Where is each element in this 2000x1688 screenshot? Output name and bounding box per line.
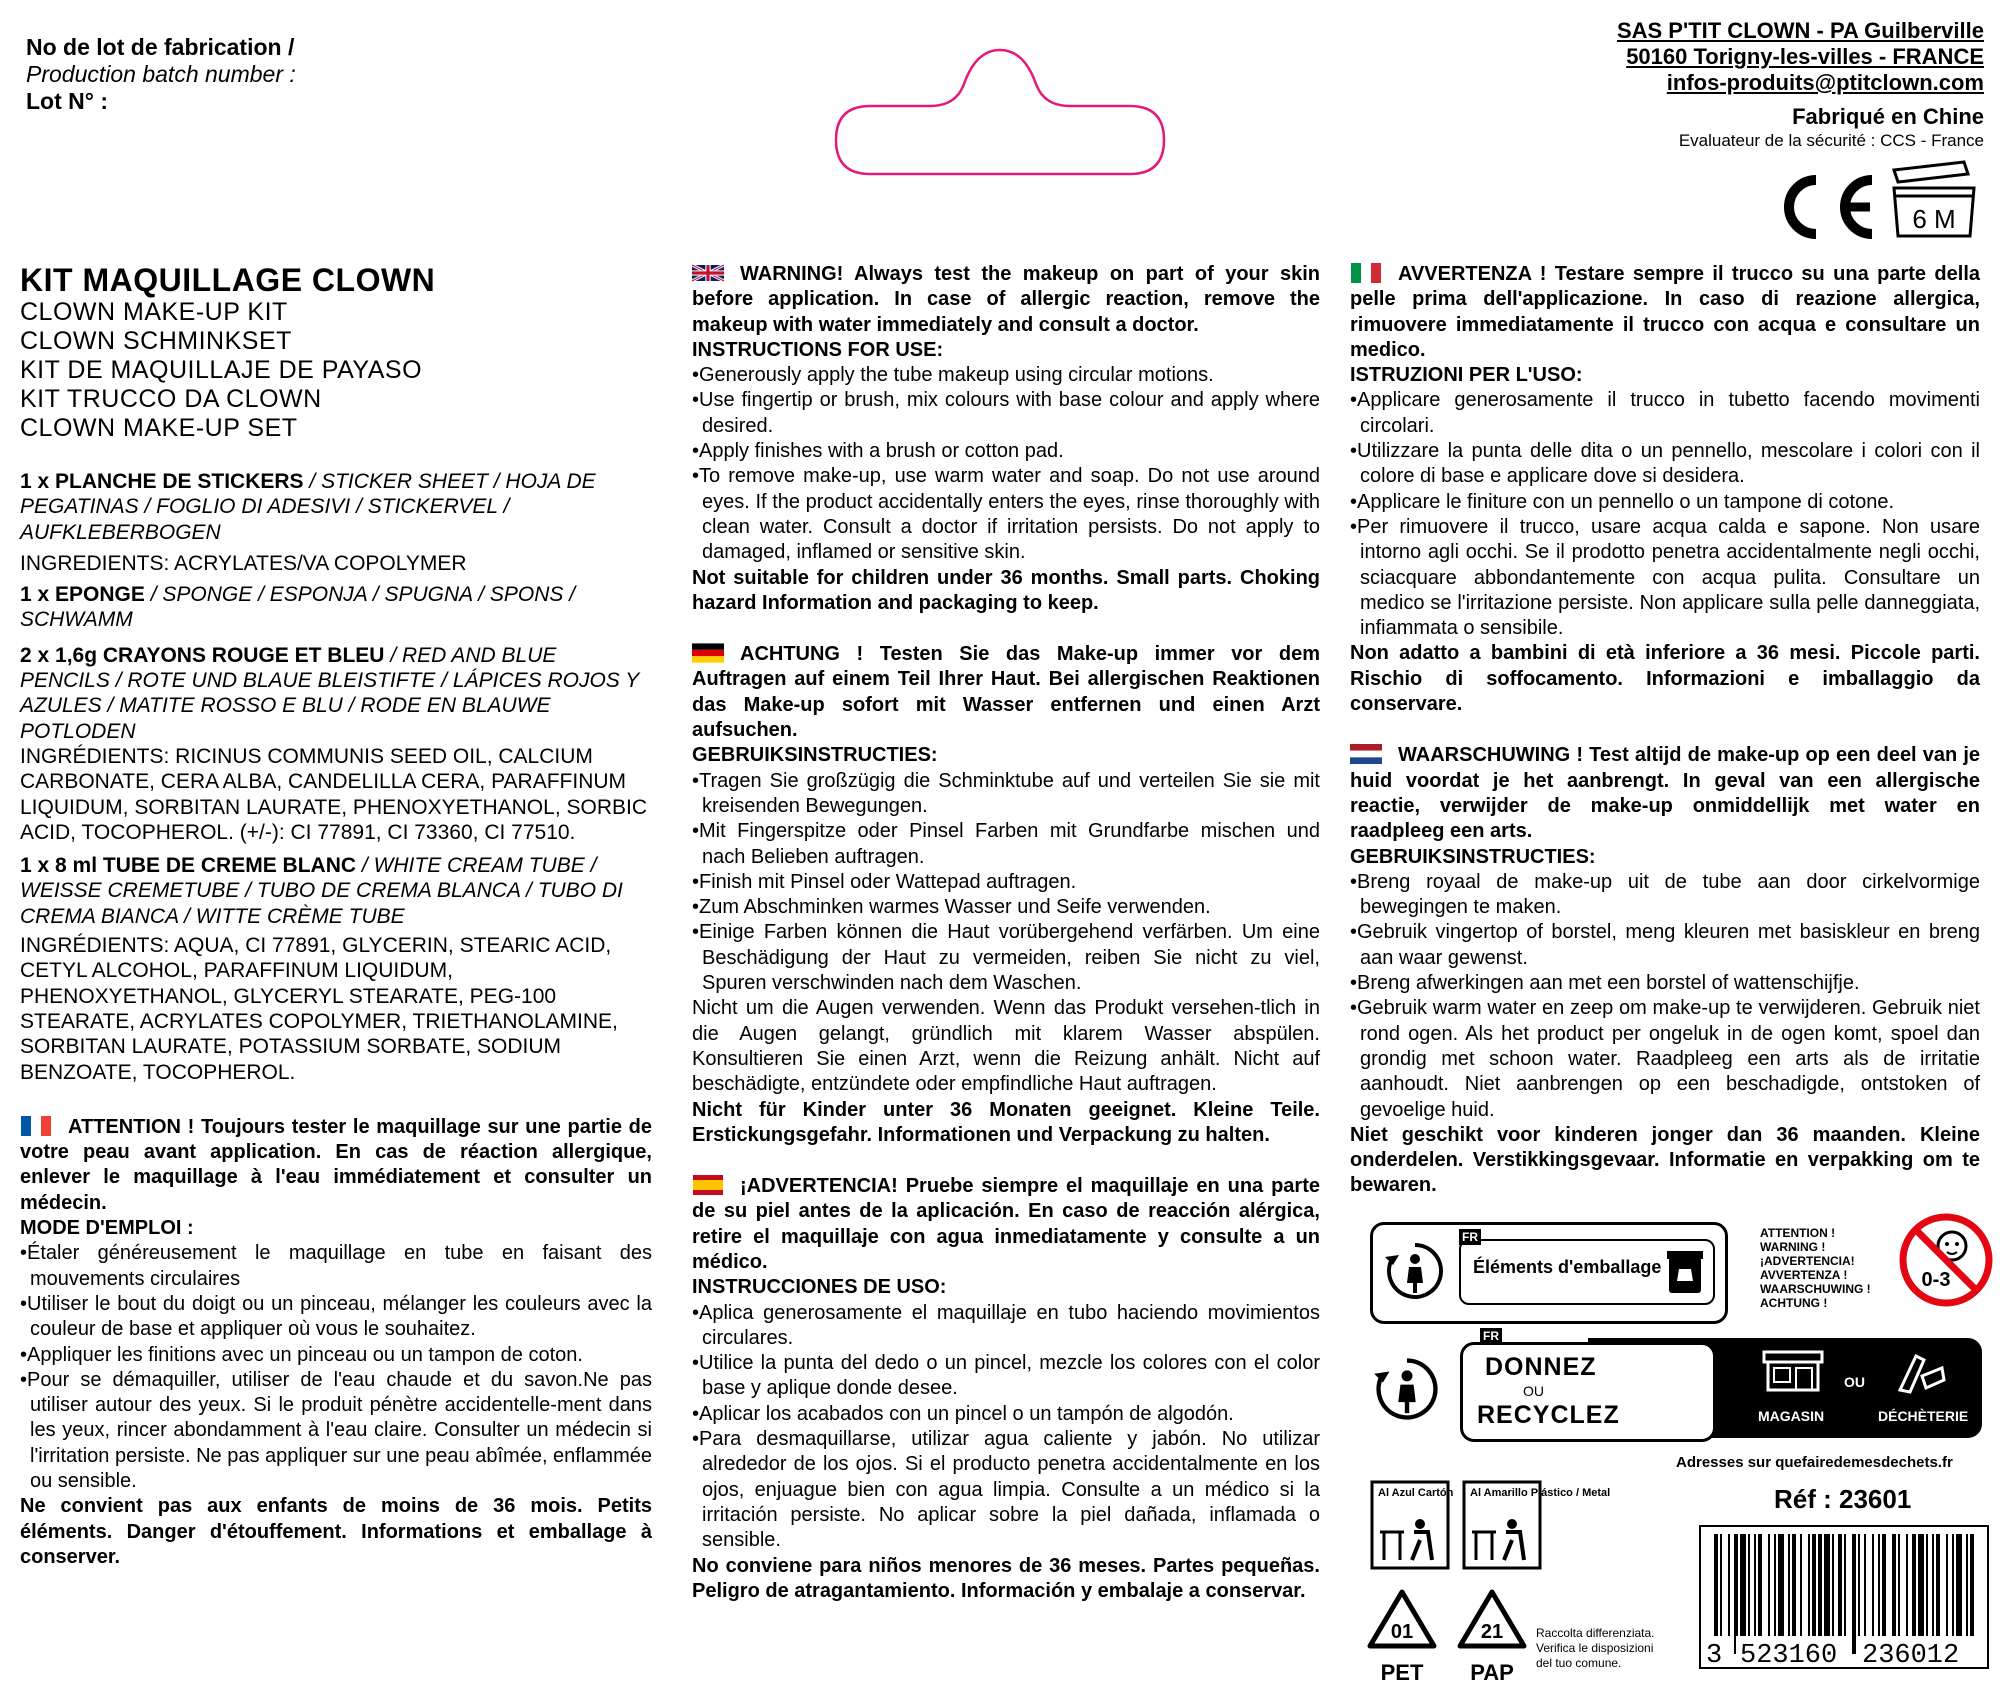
kit-names xyxy=(20,298,652,443)
hanger-cutout xyxy=(830,44,1170,176)
es-heading: INSTRUCCIONES DE USO: xyxy=(692,1276,947,1299)
store-icon xyxy=(1760,1350,1826,1392)
italy-flag-icon xyxy=(1350,263,1382,283)
code2: 21 xyxy=(1480,1621,1504,1643)
component-tube: 1 x 8 ml TUBE DE CREME BLANC / WHITE CREAM TUBE / WEISSE CREMETUBE / TUBO DE CREMA BLANCA / TUBO DI CREMA BIANCA / WITTE CRÈME TUBE xyxy=(20,854,623,928)
barcode-bar xyxy=(1852,1534,1856,1654)
bin2-icon xyxy=(1472,1519,1524,1560)
de-block xyxy=(692,642,1320,1148)
de-bullet: •Finish mit Pinsel oder Wattepad auftragen. xyxy=(692,870,1077,893)
component-stickers: 1 x PLANCHE DE STICKERS / STICKER SHEET / HOJA DE PEGATINAS / FOGLIO DI ADESIVI / STICKERVEL / AUFKLEBERBOGEN xyxy=(20,470,596,544)
nl-footer: Niet geschikt voor kinderen jonger dan 36 maanden. Kleine onderdelen. Verstikkingsgevaar. Informatie en verpakking om te bewaren. xyxy=(1350,1123,1980,1197)
pencils-ingredients: INGRÉDIENTS: RICINUS COMMUNIS SEED OIL, CALCIUM CARBONATE, CERA ALBA, CANDELILLA CERA, PARAFFINUM LIQUIDUM, SORBITAN LAURATE, PHENOXYETHANOL, SORBIC ACID, TOCOPHEROL. (+/-): CI 77891, CI 73360, CI 77510. xyxy=(20,744,647,844)
component-sponge: 1 x EPONGE / SPONGE / ESPONJA / SPUGNA / SPONS / SCHWAMM xyxy=(20,583,576,632)
bin2-label: Al Amarillo Plástico / Metal xyxy=(1470,1487,1611,1499)
barcode xyxy=(1700,1526,1988,1671)
company-email: infos-produits@ptitclown.com xyxy=(1666,70,1984,95)
fr-bullet: •Appliquer les finitions avec un pinceau ou un tampon de coton. xyxy=(20,1343,583,1366)
fr-tag-2: FR xyxy=(1480,1328,1502,1344)
kit-name-es: KIT DE MAQUILLAJE DE PAYASO xyxy=(20,356,423,384)
middle-column xyxy=(692,262,1320,1604)
raccolta-note: Raccolta differenziata. Verifica le disposizioni del tuo comune. xyxy=(1536,1626,1655,1670)
de-warning: ACHTUNG ! Testen Sie das Make-up immer vor dem Auftragen auf einem Teil Ihrer Haut. Bei allergischen Reaktionen das Make-up sofort mit Wasser entfernen und einen Arzt aufsuchen. xyxy=(692,643,1320,742)
kit-title: KIT MAQUILLAGE CLOWN xyxy=(20,262,436,298)
code2-label: PAP xyxy=(1470,1660,1514,1685)
es-bullet: •Para desmaquillarse, utilizar agua caliente y jabón. No utilizar alrededor de los ojos. Si el producto penetra accidentalmente en los ojos, enjuague bien con agua limpia. Consulte a un médico si la irritación persiste. No aplicar sobre la piel dañada, inflamada o sensible. xyxy=(692,1428,1320,1552)
age-warning-list xyxy=(1760,1226,1871,1310)
it-bullet: •Applicare le finiture con un pennello o un tampone di cotone. xyxy=(1350,490,1895,513)
it-heading: ISTRUZIONI PER L'USO: xyxy=(1350,364,1583,387)
netherlands-flag-icon xyxy=(1350,744,1382,764)
option-magasin: MAGASIN xyxy=(1758,1408,1825,1424)
nl-bullet: •Breng royaal de make-up uit de tube aan door cirkelvormige bewegingen te maken. xyxy=(1350,870,1980,919)
fr-bullet: •Utiliser le bout du doigt ou un pinceau, mélanger les couleurs avec la couleur de base et appliquer où vous le souhaitez. xyxy=(20,1292,652,1341)
nl-heading: GEBRUIKSINSTRUCTIES: xyxy=(1350,845,1596,868)
kit-name-nl: CLOWN MAKE-UP SET xyxy=(20,414,298,442)
triman-icon xyxy=(1383,1239,1447,1303)
ce-mark-icon xyxy=(1768,172,1878,242)
safety-evaluator: Evaluateur de la sécurité : CCS - France xyxy=(1678,131,1984,150)
age-warning-de: ACHTUNG ! xyxy=(1760,1296,1828,1310)
en-bullet: •Generously apply the tube makeup using circular motions. xyxy=(692,364,1214,387)
it-bullet: •Applicare generosamente il trucco in tubetto facendo movimenti circolari. xyxy=(1350,389,1980,437)
age-warning-es: ¡ADVERTENCIA! xyxy=(1760,1254,1855,1268)
en-heading: INSTRUCTIONS FOR USE: xyxy=(692,338,944,361)
france-flag-icon xyxy=(20,1116,52,1136)
es-block xyxy=(692,1174,1320,1604)
component-pencils: 2 x 1,6g CRAYONS ROUGE ET BLEU / RED AND BLUE PENCILS / ROTE UND BLAUE BLEISTIFTE / LÁPICES ROJOS Y AZULES / MATITE ROSSO E BLU / RODE EN BLAUWE POTLODEN xyxy=(20,643,639,743)
de-footer: Nicht für Kinder unter 36 Monaten geeignet. Kleine Teile. Erstickungsgefahr. Informationen und Verpackung zu halten. xyxy=(692,1098,1320,1146)
company-name: SAS P'TIT CLOWN - PA Guilberville xyxy=(1616,18,1984,43)
nl-block xyxy=(1350,743,1980,1198)
ou-label: OU xyxy=(1844,1374,1865,1390)
de-bullet: •Mit Fingerspitze oder Pinsel Farben mit Grundfarbe mischen und nach Belieben auftragen. xyxy=(692,820,1320,868)
es-warning: ¡ADVERTENCIA! Pruebe siempre el maquillaje en una parte de su piel antes de la aplicación. En caso de reacción alérgica, retire el maquillaje con agua inmediatamente y consulte a un médico. xyxy=(692,1175,1320,1273)
es-bullet: •Aplicar los acabados con un pincel o un tampón de algodón. xyxy=(692,1402,1234,1425)
it-block xyxy=(1350,262,1980,717)
right-column xyxy=(1350,262,1980,1199)
uk-flag-icon xyxy=(692,263,724,283)
pet-recycle-icon xyxy=(1370,1592,1434,1685)
age-label: 0-3 xyxy=(1921,1269,1951,1291)
nl-warning: WAARSCHUWING ! Test altijd de make-up op een deel van je huid voordat je het aanbrengt. In geval van een allergische reactie, verwijder de make-up onmiddellijk met water en raadpleeg een arts. xyxy=(1350,744,1980,843)
germany-flag-icon xyxy=(692,643,724,663)
barcode-digit-first: 3 xyxy=(1706,1641,1723,1671)
es-bullet: •Aplica generosamente el maquillaje en tubo haciendo movimientos circulares. xyxy=(692,1301,1320,1349)
option-decheterie: DÉCHÈTERIE xyxy=(1878,1408,1969,1424)
kit-name-it: KIT TRUCCO DA CLOWN xyxy=(20,385,322,413)
age-warning-nl: WAARSCHUWING ! xyxy=(1760,1282,1871,1296)
fr-bullet: •Étaler généreusement le maquillage en tube en faisant des mouvements circulaires xyxy=(20,1242,652,1290)
made-in: Fabriqué en Chine xyxy=(1792,104,1984,129)
not-for-under-3-icon xyxy=(1898,1212,1994,1308)
code1: 01 xyxy=(1390,1621,1414,1643)
kit-name-en: CLOWN MAKE-UP KIT xyxy=(20,298,288,326)
company-address: 50160 Torigny-les-villes - FRANCE xyxy=(1626,44,1984,69)
de-bullet: •Zum Abschminken warmes Wasser und Seife verwenden. xyxy=(692,896,1211,919)
spanish-bins xyxy=(1370,1480,1611,1572)
batch-info xyxy=(26,34,296,115)
es-footer: No conviene para niños menores de 36 meses. Partes pequeñas. Peligro de atragantamiento. Información y embalaje a conservar. xyxy=(692,1554,1320,1602)
bin1-icon xyxy=(1380,1519,1432,1560)
elements-label: Éléments d'emballage xyxy=(1473,1257,1662,1277)
nl-bullet: •Gebruik vingertop of borstel, meng kleuren met basiskleur en breng aan waar gewenst. xyxy=(1350,921,1980,969)
de-bullet: •Einige Farben können die Haut vorübergehend verfärben. Um eine Beschädigung der Haut zu vermeiden, reiben Sie nicht zu viel, Spuren verschwinden nach dem Waschen. xyxy=(692,921,1320,995)
waste-center-icon xyxy=(1894,1346,1948,1396)
donnez-recyclez-box xyxy=(1372,1329,1984,1442)
barcode-digits-right: 236012 xyxy=(1862,1641,1960,1671)
fr-heading: MODE D'EMPLOI : xyxy=(20,1217,194,1240)
triman-icon-2 xyxy=(1372,1354,1442,1424)
bin1-label: Al Azul Cartón xyxy=(1378,1487,1454,1499)
en-footer: Not suitable for children under 36 months. Small parts. Choking hazard Information and packaging to keep. xyxy=(692,566,1320,614)
es-bullet: •Utilice la punta del dedo o un pincel, mezcle los colores con el color base y aplique donde desee. xyxy=(692,1352,1320,1400)
donnez-label: DONNEZ xyxy=(1485,1353,1597,1381)
spain-flag-icon xyxy=(692,1175,724,1195)
nl-bullet: •Gebruik warm water en zeep om make-up te verwijderen. Gebruik niet rond ogen. Als het product per ongeluk in de ogen komt, spoel dan grondig met schoon water. Raadpleeg een arts als de irritatie aanhoudt. Niet aanbrengen op een beschadigde, ontstoken of gevoelige huid. xyxy=(1350,997,1980,1121)
age-warning-en: WARNING ! xyxy=(1760,1240,1826,1254)
recyclez-label: RECYCLEZ xyxy=(1477,1401,1620,1429)
de-bullet: •Tragen Sie großzügig die Schminktube auf und verteilen Sie sie mit kreisenden Bewegungen. xyxy=(692,769,1320,817)
nl-bullet: •Breng afwerkingen aan met een borstel of wattenschijfje. xyxy=(1350,972,1860,995)
fr-tag: FR xyxy=(1459,1229,1481,1245)
left-column xyxy=(20,262,652,1570)
batch-line-en: Production batch number : xyxy=(26,61,296,87)
batch-line-fr: No de lot de fabrication / xyxy=(26,34,295,60)
en-warning: WARNING! Always test the makeup on part of your skin before application. In case of allergic reaction, remove the makeup with water immediately and consult a doctor. xyxy=(692,263,1320,336)
reference-number: Réf : 23601 xyxy=(1774,1484,1912,1514)
it-bullet: •Utilizzare la punta delle dita o un pennello, mescolare i colori con il colore di base e applicare dove si desidera. xyxy=(1350,440,1980,488)
kit-name-de: CLOWN SCHMINKSET xyxy=(20,327,292,355)
de-heading: GEBRUIKSINSTRUCTIES: xyxy=(692,744,938,767)
en-bullet: •Use fingertip or brush, mix colours with base colour and apply where desired. xyxy=(692,389,1320,437)
en-bullet: •Apply finishes with a brush or cotton pad. xyxy=(692,440,1064,463)
it-warning: AVVERTENZA ! Testare sempre il trucco su una parte della pelle prima dell'applicazione. In caso di reazione allergica, rimuovere immediatamente il trucco con acqua e consultare un medico. xyxy=(1350,263,1980,361)
age-warning-it: AVVERTENZA ! xyxy=(1760,1268,1848,1282)
en-block xyxy=(692,262,1320,616)
it-footer: Non adatto a bambini di età inferiore a 36 mesi. Piccole parti. Rischio di soffocamento. Informazioni e imballaggio da conservare. xyxy=(1350,642,1980,716)
tube-ingredients: INGRÉDIENTS: AQUA, CI 77891, GLYCERIN, STEARIC ACID, CETYL ALCOHOL, PARAFFINUM LIQUIDUM, PHENOXYETHANOL, GLYCERYL STEARATE, PEG-100 STEARATE, ACRYLATES COPOLYMER, TRIETHANOLAMINE, SORBITAN LAURATE, POTASSIUM SORBATE, SODIUM BENZOATE, TOCOPHEROL. xyxy=(20,934,618,1084)
triman-elements-box xyxy=(1370,1222,1728,1324)
fr-bullet: •Pour se démaquiller, utiliser de l'eau chaude et du savon.Ne pas utiliser autour des yeux. Si le produit pénètre accidentelle-ment dans les yeux, rincer abondamment à l'eau claire. Consulter un médecin si l'irritation persiste. Ne pas appliquer sur une peau abîmée, enflammée ou sensible. xyxy=(20,1368,652,1492)
pap-recycle-icon xyxy=(1460,1592,1524,1685)
recycling-address: Adresses sur quefairedemesdechets.fr xyxy=(1676,1454,1953,1471)
lot-number-label: Lot N° : xyxy=(26,88,109,114)
barcode-digits-left: 523160 xyxy=(1740,1641,1838,1671)
fr-block xyxy=(20,1115,652,1570)
stickers-ingredients: INGREDIENTS: ACRYLATES/VA COPOLYMER xyxy=(20,551,467,575)
ou-small: OU xyxy=(1523,1383,1544,1399)
pao-jar-icon xyxy=(1886,160,1982,240)
it-bullet: •Per rimuovere il trucco, usare acqua calda e sapone. Non usare intorno agli occhi. Se il prodotto penetra accidentalmente negli occhi, sciacquare abbondantemente con acqua pulita. Consultare un medico se l'irritazione persiste. Non applicare sulla pelle danneggiata, infiammata o sensibile. xyxy=(1350,515,1980,640)
pao-label: 6 M xyxy=(1912,204,1956,234)
en-bullet: •To remove make-up, use warm water and soap. Do not use around eyes. If the product accidentally enters the eyes, rinse thoroughly with clean water. Consult a doctor if irritation persists. Do not apply to damaged, inflamed or sensitive skin. xyxy=(692,465,1320,564)
de-note: Nicht um die Augen verwenden. Wenn das Produkt versehen-tlich in die Augen gelangt, gründlich mit klarem Wasser abspülen. Konsultieren Sie einen Arzt, wenn die Reizung anhält. Nicht auf beschädigte, entzündete oder empfindliche Haut auftragen. xyxy=(692,997,1320,1096)
recycle-bin-icon xyxy=(1665,1249,1705,1295)
fr-warning: ATTENTION ! Toujours tester le maquillage sur une partie de votre peau avant application. En cas de réaction allergique, enlever le maquillage à l'eau immédiatement et consulter un médecin. xyxy=(20,1115,652,1214)
company-info xyxy=(1617,18,1984,152)
age-warning-fr: ATTENTION ! xyxy=(1760,1226,1836,1240)
fr-footer: Ne convient pas aux enfants de moins de 36 mois. Petits éléments. Danger d'étouffement. Informations et emballage à conserver. xyxy=(20,1495,652,1568)
code1-label: PET xyxy=(1380,1660,1424,1685)
